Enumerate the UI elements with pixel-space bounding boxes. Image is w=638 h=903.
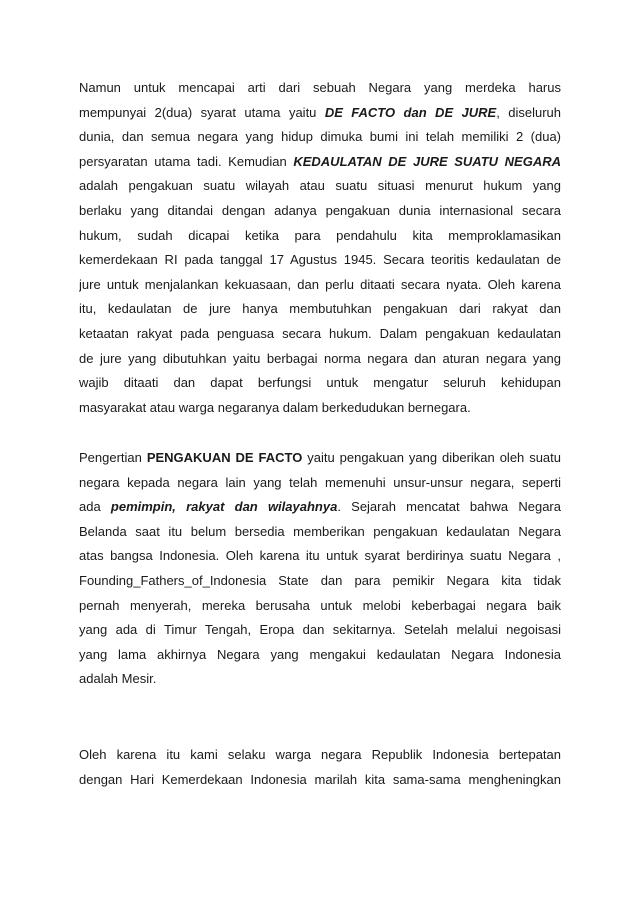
- text-segment: itu, kedaulatan de jure hanya membutuhkan pengakuan dari rakyat dan: [79, 301, 561, 317]
- text-line: [79, 199, 561, 224]
- text-line: [79, 347, 561, 372]
- text-segment: kemerdekaan RI pada tanggal 17 Agustus 1945. Secara teoritis kedaulatan de: [79, 252, 561, 268]
- text-line: [79, 174, 561, 199]
- text-line: [79, 569, 561, 594]
- text-segment: dengan Hari Kemerdekaan Indonesia marilah kita sama-sama mengheningkan: [79, 771, 561, 787]
- emphasis-text: DE FACTO dan DE JURE: [324, 104, 497, 120]
- text-line: [79, 667, 561, 692]
- text-segment: mempunyai 2(dua) syarat utama yaitu: [79, 104, 325, 120]
- text-line: [79, 396, 561, 421]
- text-segment: ketaatan rakyat pada penguasa secara hukum. Dalam pengakuan kedaulatan: [79, 325, 561, 341]
- text-segment: de jure yang dibutuhkan yaitu berbagai norma negara dan aturan negara yang: [79, 350, 561, 366]
- text-segment: berlaku yang ditandai dengan adanya pengakuan dunia internasional secara: [79, 202, 561, 218]
- text-segment: masyarakat atau warga negaranya dalam berkedudukan bernegara.: [79, 399, 471, 415]
- text-segment: yang ada di Timur Tengah, Eropa dan sekitarnya. Setelah melalui negoisasi: [79, 622, 561, 638]
- text-line: [79, 322, 561, 347]
- text-line: [79, 520, 561, 545]
- text-line: [79, 495, 561, 520]
- text-segment: Namun untuk mencapai arti dari sebuah Negara yang merdeka harus: [79, 80, 561, 95]
- paragraph-closing: [79, 743, 561, 792]
- text-segment: atas bangsa Indonesia. Oleh karena itu untuk syarat berdirinya suatu Negara ,: [79, 548, 561, 564]
- text-segment: yaitu pengakuan yang diberikan oleh suatu: [302, 450, 561, 465]
- text-line: [79, 273, 561, 298]
- text-line: [79, 768, 561, 793]
- text-line: [79, 101, 561, 126]
- text-line: [79, 743, 561, 768]
- text-segment: , diseluruh: [496, 104, 561, 120]
- text-line: [79, 643, 561, 668]
- text-line: [79, 471, 561, 496]
- paragraph-de-jure: [79, 76, 561, 420]
- text-segment: wajib ditaati dan dapat berfungsi untuk mengatur seluruh kehidupan: [79, 375, 561, 391]
- text-segment: Belanda saat itu belum bersedia memberikan pengakuan kedaulatan Negara: [79, 523, 561, 539]
- text-line: [79, 248, 561, 273]
- text-segment: pernah menyerah, mereka berusaha untuk melobi keberbagai negara baik: [79, 597, 561, 613]
- text-segment: persyaratan utama tadi. Kemudian: [79, 153, 294, 169]
- emphasis-text: KEDAULATAN DE JURE SUATU NEGARA: [293, 153, 561, 169]
- emphasis-text: pemimpin, rakyat dan wilayahnya: [110, 499, 338, 515]
- text-segment: yang lama akhirnya Negara yang mengakui kedaulatan Negara Indonesia: [79, 646, 561, 662]
- text-line: [79, 544, 561, 569]
- text-line: [79, 297, 561, 322]
- text-line: [79, 371, 561, 396]
- text-segment: adalah pengakuan suatu wilayah atau suatu situasi menurut hukum yang: [79, 178, 561, 194]
- text-line: [79, 594, 561, 619]
- text-line: [79, 224, 561, 249]
- text-segment: Founding_Fathers_of_Indonesia State dan para pemikir Negara kita tidak: [79, 572, 561, 588]
- text-segment: ada: [79, 499, 111, 515]
- text-segment: adalah Mesir.: [79, 671, 157, 687]
- text-line: [79, 150, 561, 175]
- emphasis-text: PENGAKUAN DE FACTO: [146, 450, 303, 465]
- paragraph-de-facto: [79, 446, 561, 692]
- text-line: [79, 618, 561, 643]
- text-line: [79, 446, 561, 471]
- text-segment: Oleh karena itu kami selaku warga negara Republik Indonesia bertepatan: [79, 747, 561, 762]
- text-segment: . Sejarah mencatat bahwa Negara: [337, 499, 561, 515]
- text-segment: dunia, dan semua negara yang hidup dimuka bumi ini telah memiliki 2 (dua): [79, 129, 561, 145]
- text-segment: negara kepada negara lain yang telah memenuhi unsur-unsur negara, seperti: [79, 474, 561, 490]
- text-line: [79, 76, 561, 101]
- text-segment: hukum, sudah dicapai ketika para pendahulu kita memproklamasikan: [79, 227, 561, 243]
- text-segment: Pengertian: [79, 450, 147, 465]
- text-line: [79, 125, 561, 150]
- text-segment: jure untuk menjalankan kekuasaan, dan perlu ditaati secara nyata. Oleh karena: [79, 276, 561, 292]
